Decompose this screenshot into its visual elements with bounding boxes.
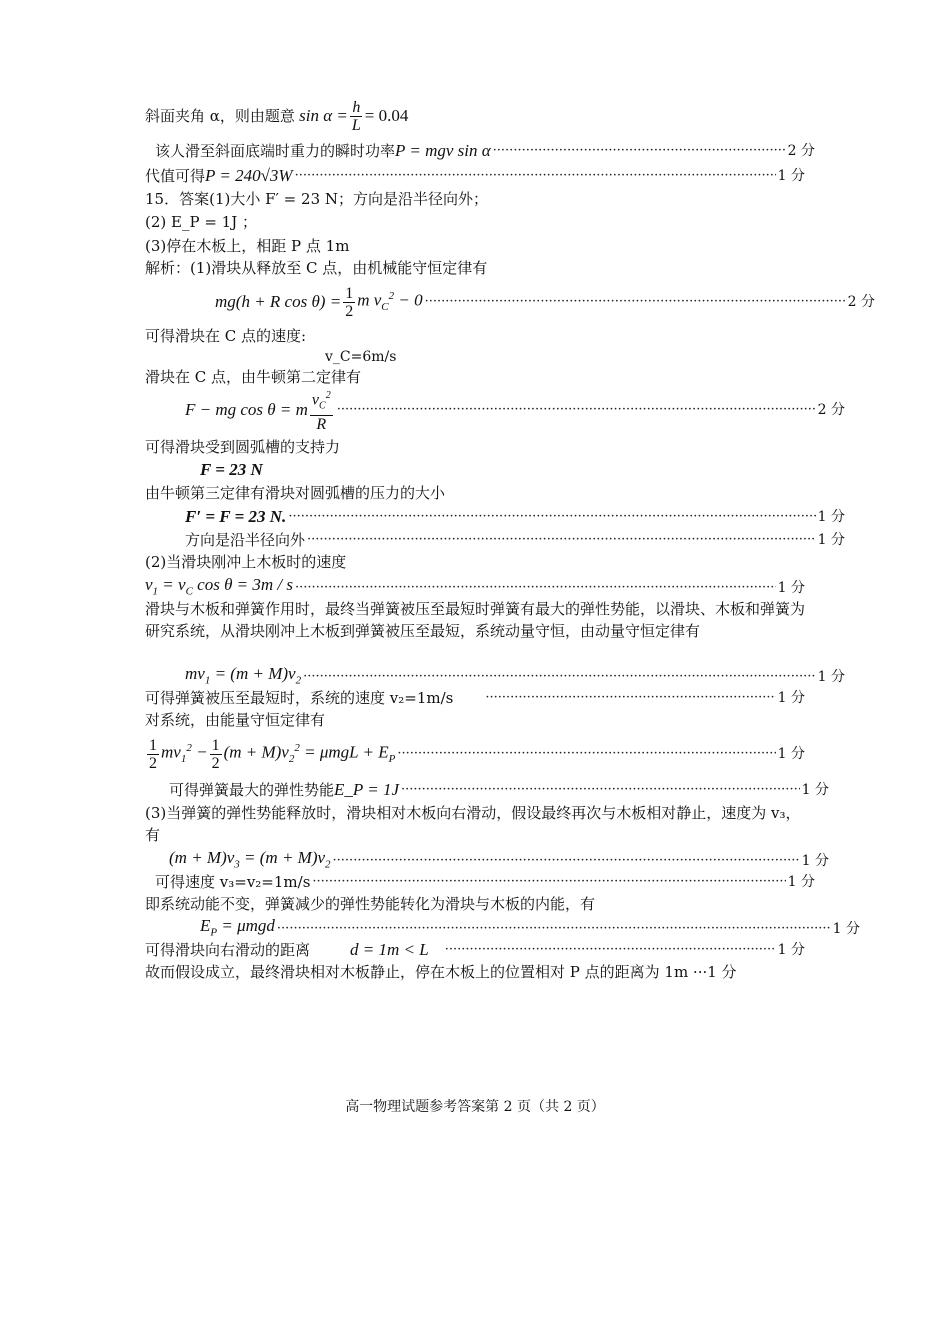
line-answer-2 — [145, 211, 805, 233]
eq: $(m + M)v_3 = (m + M)v_2$ — [169, 848, 331, 871]
dots — [303, 668, 816, 686]
num: 1 — [211, 736, 220, 754]
score: 2 分 — [787, 143, 815, 159]
score: 1 分 — [817, 532, 845, 548]
line-v3-value — [145, 871, 815, 893]
eq: d = 1m < L — [350, 940, 429, 959]
eq: F = 23 N — [200, 460, 263, 479]
paragraph-momentum — [145, 598, 805, 642]
eq-left: mg(h + R cos θ) = — [215, 292, 342, 311]
eq: $E_P = \mu mgd$ — [200, 916, 275, 939]
score: 1 分 — [777, 690, 805, 706]
text: (2)当滑块刚冲上木板时的速度 — [145, 553, 347, 571]
text: 解析：(1)滑块从释放至 C 点，由机械能守恒定律有 — [145, 259, 488, 277]
line-velocity-c — [145, 325, 805, 347]
text: 可得弹簧最大的弹性势能 — [169, 781, 335, 799]
line-newton2 — [145, 366, 805, 388]
score: 2 分 — [847, 294, 875, 310]
eq: P = 240√3W — [205, 166, 293, 185]
eq: E_P = 1J — [334, 780, 399, 799]
text: 方向是沿半径向外 — [185, 531, 306, 549]
line-pressure-force — [145, 506, 845, 528]
dots — [445, 941, 776, 959]
eq-sin: sin α = — [294, 106, 348, 125]
dots — [401, 781, 800, 799]
line-q15-answer — [145, 188, 805, 210]
score: 1 分 — [832, 921, 860, 938]
score: 1 分 — [787, 874, 815, 890]
frac-half-1 — [147, 737, 159, 772]
text: (2) E_P = 1J ； — [145, 213, 257, 231]
dots — [312, 873, 785, 891]
den: 2 — [211, 754, 220, 772]
text: 可得滑块受到圆弧槽的支持力 — [145, 438, 341, 456]
eq-part-2: $(m + M)v_2^2 = \mu mgL + E_P$ — [223, 742, 396, 766]
frac-h-over-L — [350, 99, 363, 134]
text: 斜面夹角 α，则由题意 — [145, 107, 295, 125]
text: 滑块在 C 点，由牛顿第二定律有 — [145, 368, 362, 386]
line-incline-angle — [145, 97, 805, 135]
line-kinetic-energy — [145, 893, 805, 915]
score: 1 分 — [801, 853, 829, 870]
num: h — [352, 98, 361, 116]
line-newton2-eq — [145, 390, 845, 433]
eq: P = mgv sin α — [395, 141, 491, 160]
dots — [337, 401, 816, 419]
page-footer: 高一物理试题参考答案第 2 页（共 2 页） — [345, 1099, 605, 1115]
dots — [333, 852, 800, 870]
num: 1 — [345, 284, 354, 302]
dots — [295, 579, 776, 597]
eq-part-1: $mv_1^2$ − — [161, 742, 208, 766]
den: L — [351, 116, 361, 134]
text: 该人滑至斜面底端时重力的瞬时功率 — [155, 142, 396, 160]
eq: F′ = F = 23 N. — [185, 507, 287, 526]
line-ep-max — [145, 779, 829, 801]
den: 2 — [149, 754, 157, 772]
score: 1 分 — [817, 669, 845, 686]
frac-vc2-R — [310, 387, 333, 433]
den: 2 — [345, 302, 354, 320]
text: 可得滑块向右滑动的距离 — [145, 941, 311, 959]
line-power — [145, 140, 815, 162]
text: 滑块与木板和弹簧作用时，最终当弹簧被压至最短时弹簧有最大的弹性势能，以滑块、木板和弹簧为研究系统，从滑块刚冲上木板到弹簧被压至最短，系统动量守恒，由动量守恒定律有 — [145, 600, 806, 640]
eq: $mv_1 = (m + M)v_2$ — [185, 664, 302, 687]
text: 故而假设成立，最终滑块相对木板静止，停在木板上的位置相对 P 点的距离为 1m ···1 分 — [145, 963, 737, 981]
line-conclusion — [145, 961, 805, 983]
dots — [493, 142, 786, 160]
frac-half — [343, 285, 355, 320]
text: 可得弹簧被压至最短时，系统的速度 v₂=1m/s — [145, 689, 454, 707]
eq-right: m $v_C^2 - 0$ — [357, 290, 423, 314]
line-analysis-1 — [145, 257, 805, 279]
line-answer-3 — [145, 235, 805, 257]
line-support-force — [145, 436, 805, 458]
dots — [485, 689, 775, 707]
num: $v_C^2$ — [310, 387, 333, 416]
text: 即系统动能不变，弹簧减少的弹性势能转化为滑块与木板的内能，有 — [145, 895, 596, 913]
text: 代值可得 — [145, 167, 206, 185]
line-direction — [145, 529, 845, 551]
score: 1 分 — [777, 580, 805, 597]
line-energy-conservation — [145, 735, 805, 773]
score: 1 分 — [817, 509, 845, 525]
text: (3)当弹簧的弹性势能释放时，滑块相对木板向右滑动，假设最终再次与木板相对静止，速度为 v₃，有 — [145, 804, 801, 844]
dots — [277, 920, 831, 938]
dots — [295, 167, 776, 185]
line-F-value — [145, 459, 860, 481]
score: 1 分 — [801, 782, 829, 798]
line-vc-value — [145, 346, 950, 368]
frac-half-2 — [210, 737, 222, 772]
line-newton3 — [145, 482, 805, 504]
score: 1 分 — [777, 168, 805, 184]
line-energy-eq — [145, 284, 875, 320]
num: 1 — [149, 736, 157, 754]
line-distance — [145, 939, 805, 961]
text: 由牛顿第三定律有滑块对圆弧槽的压力的大小 — [145, 484, 446, 502]
line-power-value — [145, 165, 805, 187]
text: 15．答案(1)大小 F′ = 23 N；方向是沿半径向外； — [145, 190, 489, 208]
text: 可得滑块在 C 点的速度: — [145, 327, 307, 345]
den: R — [316, 415, 327, 433]
score: 1 分 — [777, 746, 805, 762]
text: 对系统，由能量守恒定律有 — [145, 711, 326, 729]
text: (3)停在木板上，相距 P 点 1m — [145, 237, 350, 255]
eq-value: = 0.04 — [364, 106, 409, 125]
score: 2 分 — [817, 402, 845, 418]
line-energy-system — [145, 709, 805, 731]
line-v2 — [145, 687, 805, 709]
dots — [307, 531, 816, 549]
dots — [397, 745, 775, 763]
text: 可得速度 v₃=v₂=1m/s — [155, 873, 311, 891]
score: 1 分 — [777, 942, 805, 958]
line-part2 — [145, 551, 805, 573]
eq-left: F − mg cos θ = m — [185, 400, 308, 419]
dots — [288, 508, 815, 526]
text: v_C=6m/s — [325, 349, 397, 365]
paragraph-part3 — [145, 802, 805, 846]
eq: $v_1 = v_C$ cos θ = 3m / s — [145, 575, 294, 598]
dots — [425, 293, 846, 311]
